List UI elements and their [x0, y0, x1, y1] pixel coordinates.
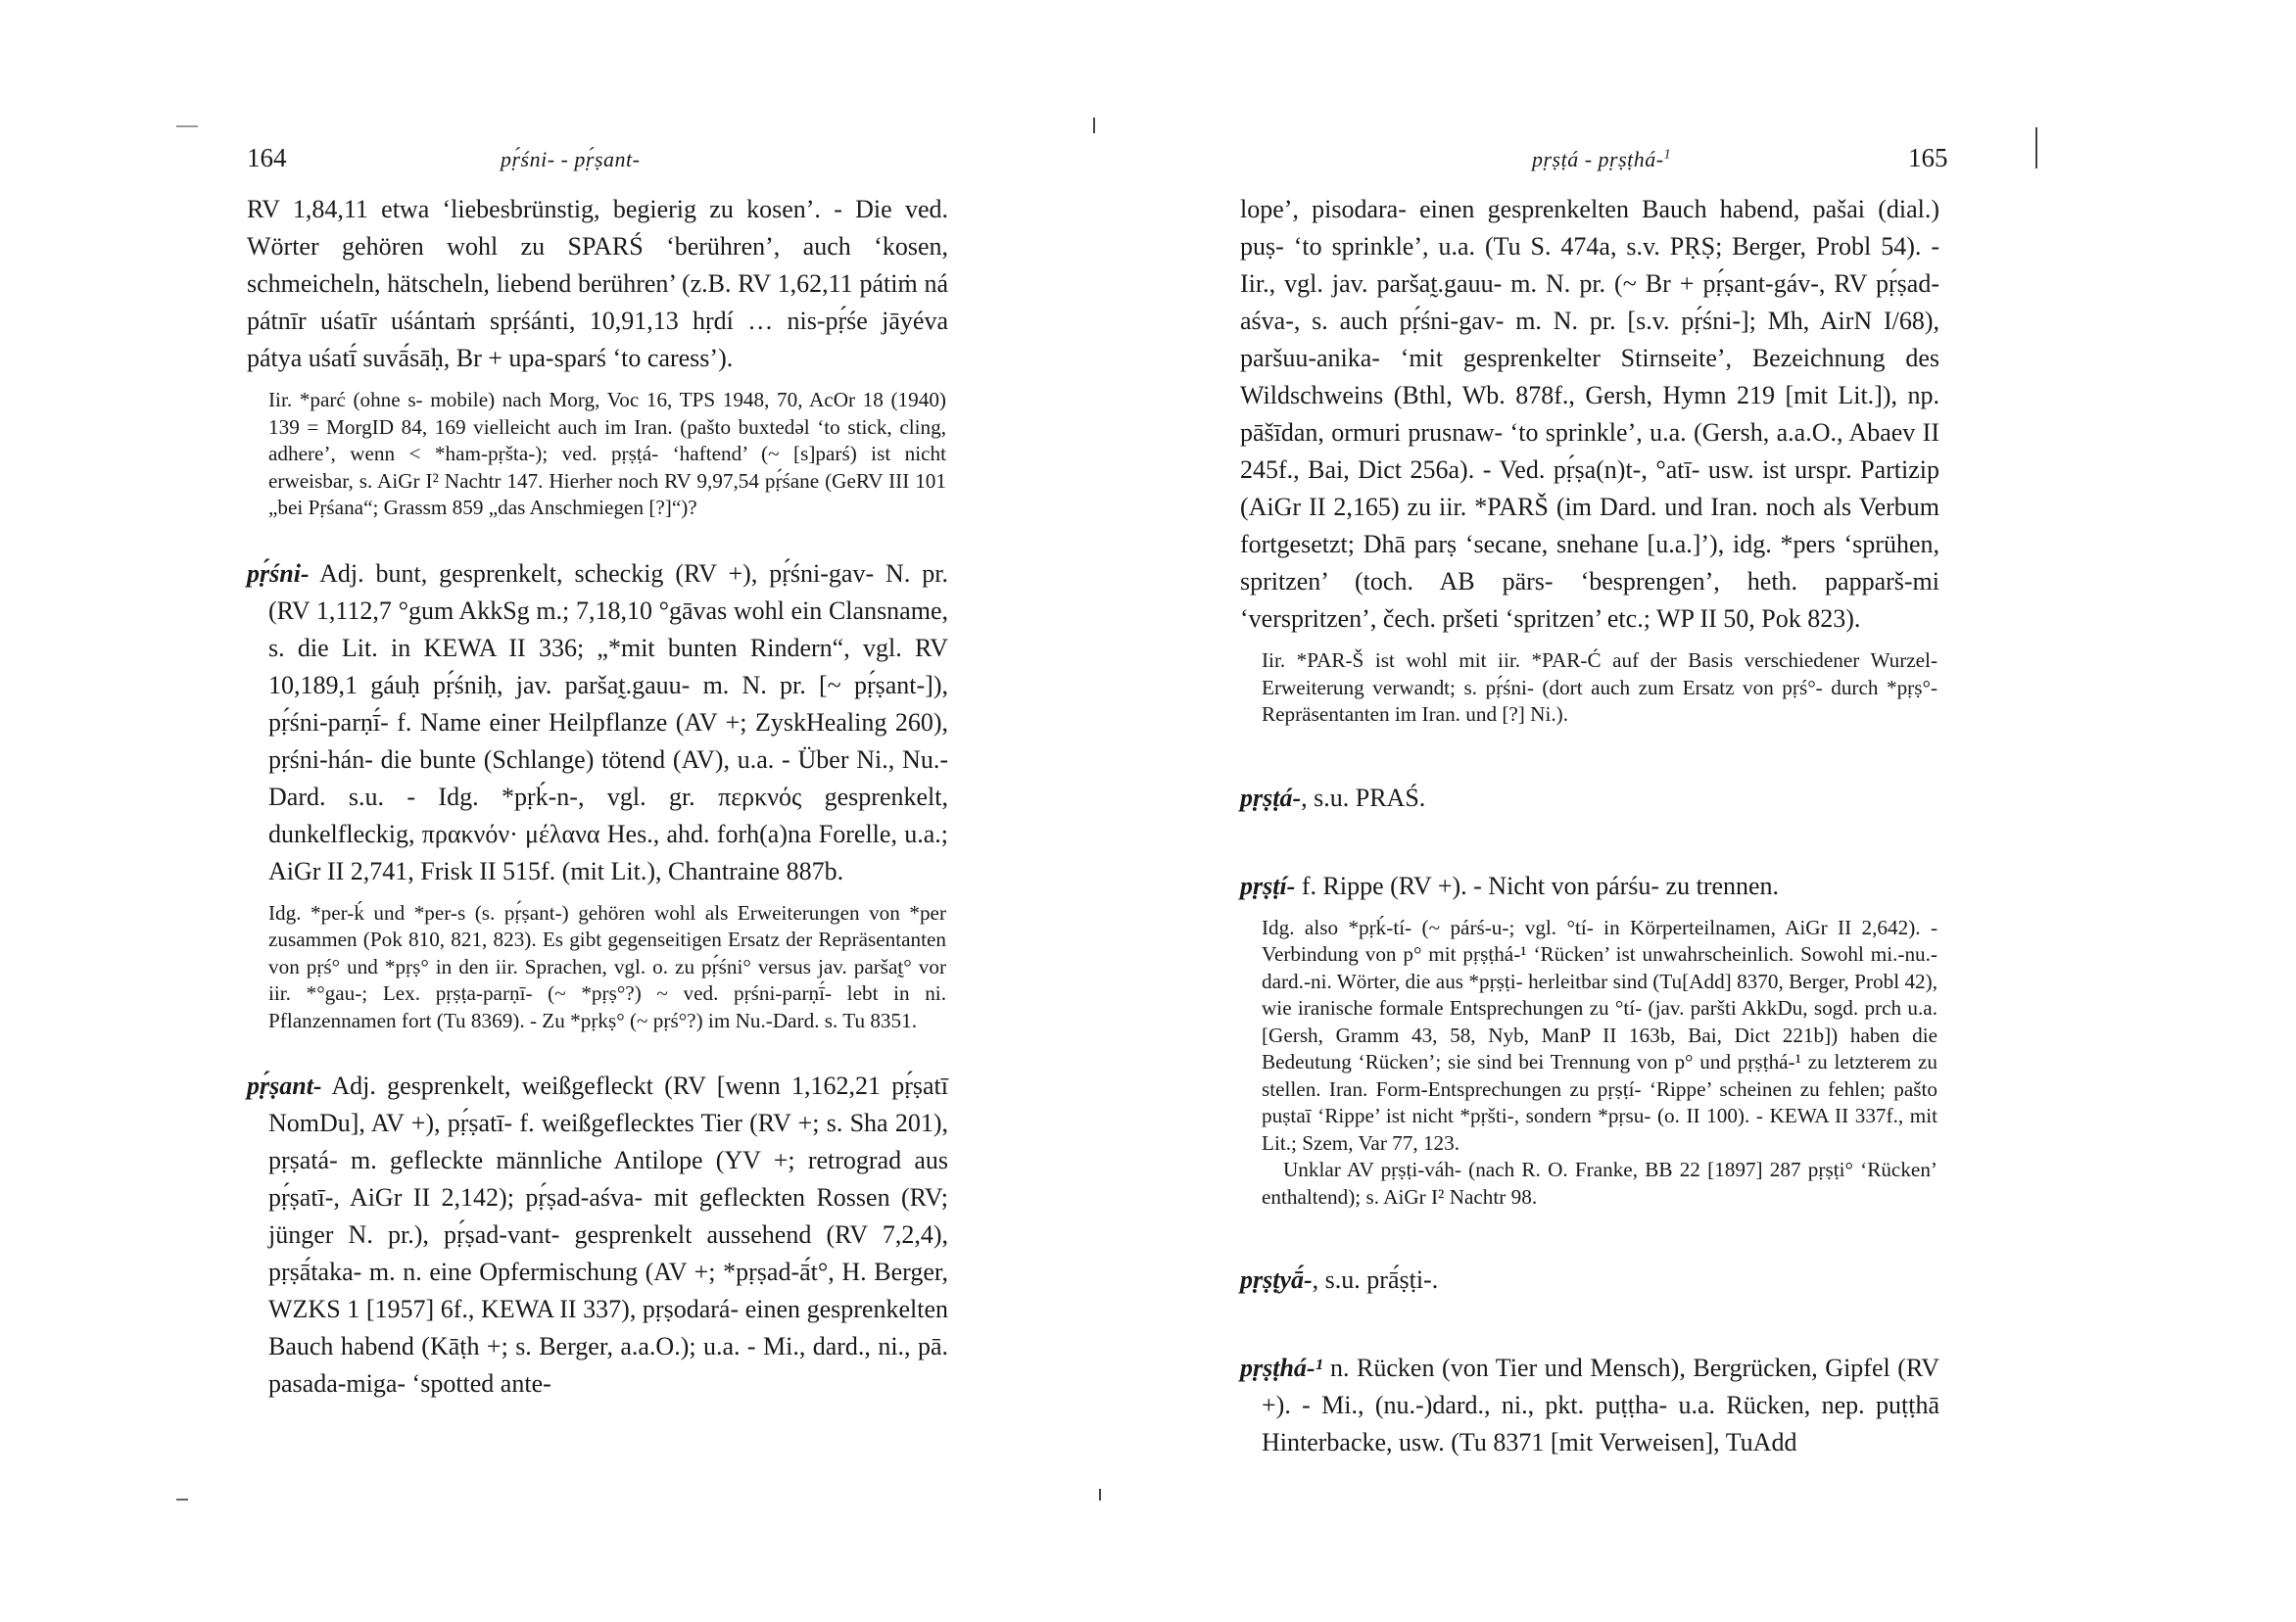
- intro-paragraph: RV 1,84,11 etwa ‘liebesbrünstig, begierig zu kosen’. - Die ved. Wörter gehören wohl zu SPARŚ ‘berühren’, auch ‘kosen, schmeicheln, hätscheln, liebend berühren’ (z.B. RV 1,62,11 pátiṁ ná pátnīr uśatīr uśántaṁ spṛśánti, 10,91,13 hṛdí … nis-pṛ́śe jāyéva pátya uśatī́ suvā́sāḥ, Br + upa-sparś ‘to caress’).: [247, 195, 948, 372]
- continuation-note: Iir. *PAR-Š ist wohl mit iir. *PAR-Ć auf der Basis verschiedener Wurzel-Erweiterung verwandt; s. pṛ́śni- (dort auch zum Ersatz von pṛś°- durch *pṛṣ°-Repräsentanten im Iran. und [?] Ni.).: [1262, 648, 1937, 726]
- entry-note: Idg. *per-ḱ und *per-s (s. pṛ́ṣant-) gehören wohl als Erweiterungen von *per zusammen (Pok 810, 821, 823). Es gibt gegenseitigen Ersatz der Repräsentanten von pṛś° und *pṛṣ° in den iir. Sprachen, vgl. o. zu pṛ́śni° versus jav. paršat̰° vor iir. *°gau-; Lex. pṛṣṭa-parṇī- (~ *pṛṣ°?) ~ ved. pṛśni-parṇī́- lebt in ni. Pflanzennamen fort (Tu 8369). - Zu *pṛkṣ° (~ pṛś°?) im Nu.-Dard. s. Tu 8351.: [268, 900, 946, 1032]
- margin-mark: [1099, 1489, 1101, 1501]
- entry-note-secondary: Unklar AV pṛṣṭi-váh- (nach R. O. Franke, BB 22 [1897] 287 pṛṣṭi° ‘Rücken’ enthaltend); s. AiGr I² Nachtr 98.: [1262, 1158, 1937, 1209]
- running-head: pṛ́śni- - pṛ́ṣant-: [501, 147, 641, 171]
- continuation-paragraph: lope’, pisodara- einen gesprenkelten Bauch habend, pašai (dial.) puṣ- ‘to sprinkle’, u.a. (Tu S. 474a, s.v. PṚṢ; Berger, Probl 54). - Iir., vgl. jav. paršat̰.gauu- m. N. pr. (~ Br + pṛ́ṣant-gáv-, RV pṛ́ṣad-aśva-, s. auch pṛ́śni-gav- m. N. pr. [s.v. pṛ́śni-]; Mh, AirN I/68), paršuu-anika- ‘mit gesprenkelter Stirnseite’, Bezeichnung des Wildschweins (Bthl, Wb. 878f., Gersh, Hymn 219 [mit Lit.]), np. pāšīdan, ormuri prusnaw- ‘to sprinkle’, u.a. (Gersh, a.a.O., Abaev II 245f., Bai, Dict 256a). - Ved. pṛ́ṣa(n)t-, °atī- usw. ist urspr. Partizip (AiGr II 2,165) zu iir. *PARŠ (im Dard. und Iran. noch als Verbum fortgesetzt; Dhā parṣ ‘secane, snehane [u.a.]’), idg. *pers ‘sprühen, spritzen’ (toch. AB pärs- ‘besprengen’, heth. papparš-mi ‘verspritzen’, čech. pršeti ‘spritzen’ etc.; WP II 50, Pok 823).: [1240, 195, 1939, 633]
- entry-headword: pṛṣṭyā́-: [1240, 1265, 1313, 1294]
- entry-definition: Adj. gesprenkelt, weißgefleckt (RV [wenn 1,162,21 pṛ́ṣatī NomDu], AV +), pṛ́ṣatī- f. weißgeflecktes Tier (RV +; s. Sha 201), pṛṣatá- m. gefleckte männliche Antilope (YV +; retrograd aus pṛ́ṣatī-, AiGr II 2,142); pṛ́ṣad-aśva- mit gefleckten Rossen (RV; jünger N. pr.), pṛ́ṣad-vant- gesprenkelt aussehend (RV 7,2,4), pṛṣā́taka- m. n. eine Opfermischung (AV +; *pṛṣad-ā́t°, H. Berger, WZKS 1 [1957] 6f., KEWA II 337), pṛṣodará- einen gesprenkelten Bauch habend (Kāṭh +; s. Berger, a.a.O.); u.a. - Mi., dard., ni., pā. pasada-miga- ‘spotted ante-: [268, 1072, 948, 1398]
- entry-headword: pṛṣṭí-: [1240, 871, 1296, 900]
- entry-definition: Adj. bunt, gesprenkelt, scheckig (RV +), pṛ́śni-gav- N. pr. (RV 1,112,7 °gum AkkSg m.; 7,18,10 °gāvas wohl ein Clansname, s. die Lit. in KEWA II 336; „*mit bunten Rindern“, vgl. RV 10,189,1 gáuḥ pṛ́śniḥ, jav. paršat̰.gauu- m. N. pr. [~ pṛ́ṣant-]), pṛ́śni-parṇī́- f. Name einer Heilpflanze (AV +; ZyskHealing 260), pṛśni-hán- die bunte (Schlange) tötend (AV), u.a. - Über Ni., Nu.-Dard. s.u. - Idg. *pṛḱ-n-, vgl. gr. περκνός gesprenkelt, dunkelfleckig, πρακνόν· μέλανα Hes., ahd. forh(a)na Forelle, u.a.; AiGr II 2,741, Frisk II 515f. (mit Lit.), Chantraine 887b.: [268, 558, 948, 885]
- entry-definition: n. Rücken (von Tier und Mensch), Bergrücken, Gipfel (RV +). - Mi., (nu.-)dard., ni., pkt. puṭṭha- u.a. Rücken, nep. puṭṭhā Hinterbacke, usw. (Tu 8371 [mit Verweisen], TuAdd: [1262, 1354, 1939, 1456]
- running-head: pṛṣṭá - pṛṣṭhá-$^1$: [1532, 147, 1672, 171]
- entry-prsta: [1240, 780, 1939, 817]
- entry-headword: pṛṣṭhá-¹: [1240, 1354, 1323, 1382]
- entry-definition: , s.u. prā́ṣṭi-.: [1312, 1265, 1439, 1294]
- entry-definition: f. Rippe (RV +). - Nicht von párśu- zu trennen.: [1295, 871, 1780, 900]
- entry-headword: pṛṣṭá-: [1240, 783, 1302, 812]
- margin-mark: [176, 1499, 188, 1501]
- margin-mark: [2035, 127, 2037, 168]
- margin-mark: [176, 125, 198, 127]
- entry-prstya: [1240, 1262, 1939, 1299]
- entry-headword: pṛ́śni-: [247, 558, 310, 588]
- margin-mark: [1093, 118, 1095, 133]
- intro-note: Iir. *parć (ohne s- mobile) nach Morg, Voc 16, TPS 1948, 70, AcOr 18 (1940) 139 = MorgID 84, 169 vielleicht auch im Iran. (pašto buxtedəl ‘to stick, cling, adhere’, wenn < *ham-pṛšta-); ved. pṛṣṭá- ‘haftend’ (~ [s]parś) ist nicht erweisbar, s. AiGr I² Nachtr 147. Hierher noch RV 9,97,54 pṛ́śane (GeRV III 101 „bei Pṛśana“; Grassm 859 „das Anschmiegen [?]“)?: [268, 388, 946, 519]
- entry-definition: , s.u. PRAŚ.: [1301, 783, 1426, 812]
- entry-note: Idg. also *pṛḱ-tí- (~ párś-u-; vgl. °tí- in Körperteilnamen, AiGr II 2,642). - Verbindung von p° mit pṛṣṭhá-¹ ‘Rücken’ ist unwahrscheinlich. Sowohl mi.-nu.-dard.-ni. Wörter, die aus *pṛṣṭi- herleitbar sind (Tu[Add] 8370, Berger, Probl 42), wie iranische formale Entsprechungen zu °tí- (jav. paršti AkkDu, sogd. prch u.a. [Gersh, Gramm 43, 58, Nyb, ManP II 163b, Bai, Dict 221b]) haben die Bedeutung ‘Rücken’; sie sind bei Trennung von p° und pṛṣṭhá-¹ zu letzterem zu stellen. Iran. Form-Entsprechungen zu pṛṣṭí- ‘Rippe’ scheinen zu fehlen; pašto puṣtaī ‘Rippe’ ist nicht *pṛšti-, sondern *pṛsu- (o. II 100). - KEWA II 337f., mit Lit.; Szem, Var 77, 123.: [1262, 915, 1937, 1155]
- entry-prstha: [1240, 1350, 1939, 1461]
- entry-prsant: [247, 1068, 948, 1403]
- entry-headword: pṛ́ṣant-: [247, 1072, 322, 1100]
- text-column: [1240, 191, 1939, 1461]
- text-column: [247, 191, 948, 1403]
- entry-prsni: [247, 555, 948, 890]
- right-page: [1148, 0, 2296, 1622]
- page-number: 165: [1908, 143, 1948, 172]
- entry-prsti: [1240, 868, 1939, 905]
- page-number: 164: [247, 143, 287, 172]
